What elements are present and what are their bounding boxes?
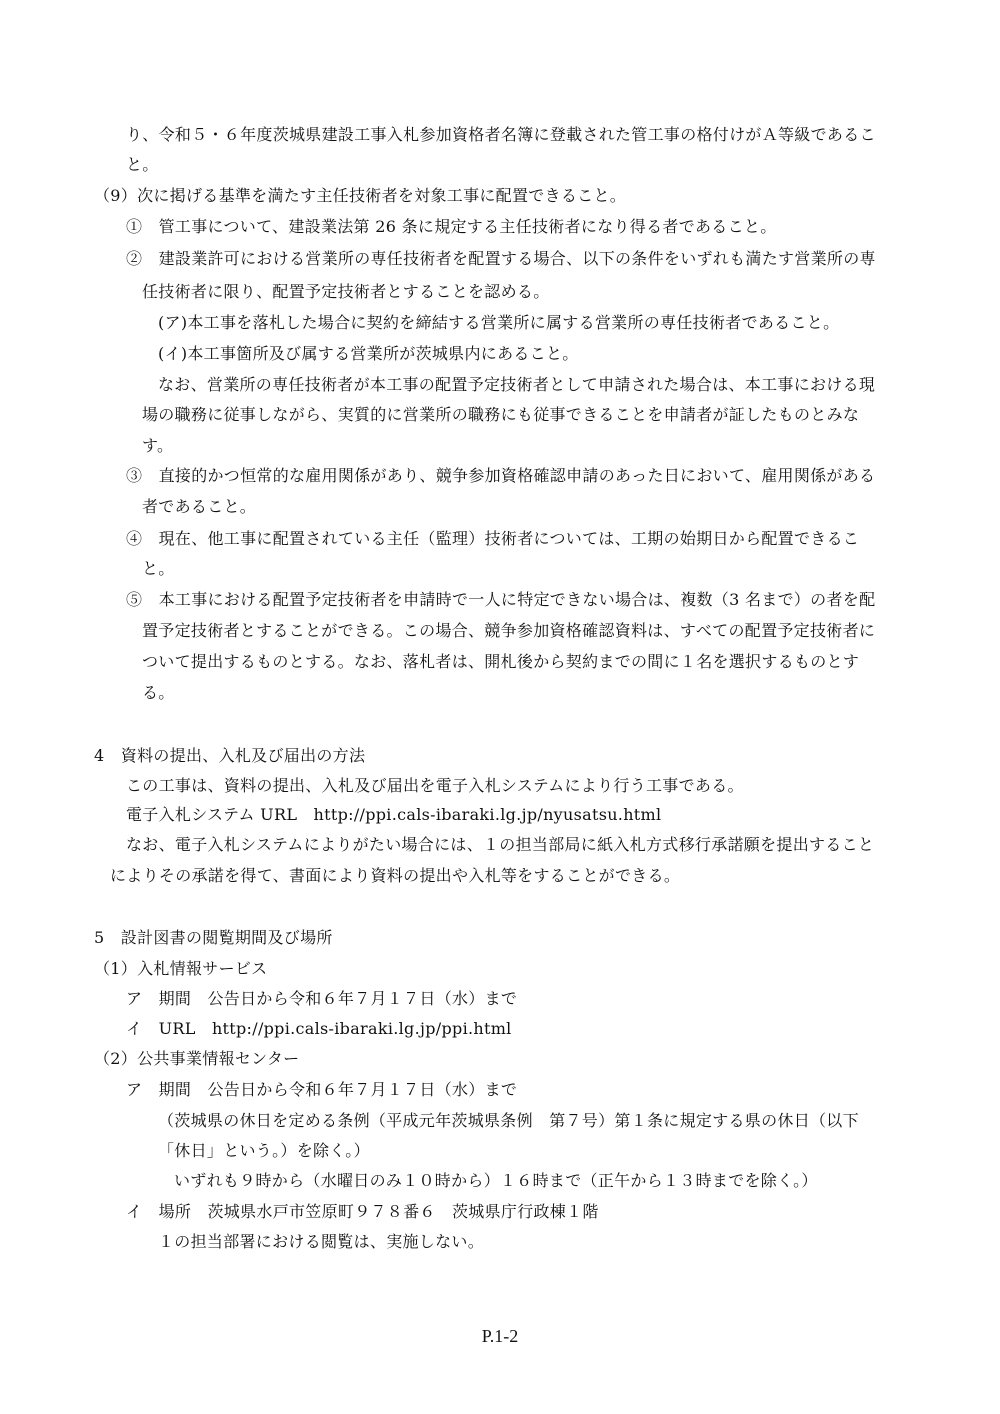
- item9-note-line-3: す。: [142, 436, 174, 455]
- item9-note-line-2: 場の職務に従事しながら、実質的に営業所の職務にも従事できることを申請者が証したものとみな: [142, 405, 860, 424]
- section5-sub2-hours: いずれも９時から（水曜日のみ１０時から）１６時まで（正午から１３時までを除く。）: [174, 1171, 818, 1190]
- item9-circled-5-line-2: 置予定技術者とすることができる。この場合、競争参加資格確認資料は、すべての配置予定技術者に: [142, 621, 876, 640]
- item8-continuation-line-1: り、令和５・６年度茨城県建設工事入札参加資格者名簿に登載された管工事の格付けがＡ等級であるこ: [126, 125, 876, 144]
- section4-url-line: 電子入札システム URL http://ppi.cals-ibaraki.lg.jp/nyusatsu.html: [126, 805, 662, 824]
- item9-circled-3-line-1: ③ 直接的かつ恒常的な雇用関係があり、競争参加資格確認申請のあった日において、雇用関係がある: [126, 466, 876, 485]
- item9-condition-i: (イ)本工事箇所及び属する営業所が茨城県内にあること。: [158, 344, 579, 363]
- item9-circled-5-line-4: る。: [142, 683, 175, 702]
- section5-sub2-heading: （2）公共事業情報センター: [94, 1049, 300, 1068]
- section5-sub1-url: イ URL http://ppi.cals-ibaraki.lg.jp/ppi.html: [126, 1019, 512, 1038]
- item9-circled-2-line-2: 任技術者に限り、配置予定技術者とすることを認める。: [142, 282, 550, 301]
- item9-condition-a: (ア)本工事を落札した場合に契約を締結する営業所に属する営業所の専任技術者であること。: [158, 313, 840, 332]
- item9-circled-4-line-1: ④ 現在、他工事に配置されている主任（監理）技術者については、工期の始期日から配置できるこ: [126, 529, 860, 548]
- item9-circled-4-line-2: と。: [142, 559, 175, 578]
- section5-heading: 5 設計図書の閲覧期間及び場所: [94, 928, 333, 947]
- item9-note-line-1: なお、営業所の専任技術者が本工事の配置予定技術者として申請された場合は、本工事における現: [158, 375, 876, 394]
- section5-sub2-note-line-1: （茨城県の休日を定める条例（平成元年茨城県条例 第７号）第１条に規定する県の休日（以下: [158, 1111, 859, 1130]
- section5-sub2-location-note: １の担当部署における閲覧は、実施しない。: [158, 1232, 485, 1251]
- section5-sub1-heading: （1）入札情報サービス: [94, 959, 268, 978]
- item9-circled-5-line-1: ⑤ 本工事における配置予定技術者を申請時で一人に特定できない場合は、複数（3 名まで）の者を配: [126, 590, 876, 609]
- page-number: P.1-2: [481, 1326, 519, 1346]
- section5-sub2-location: イ 場所 茨城県水戸市笠原町９７８番６ 茨城県庁行政棟１階: [126, 1202, 599, 1221]
- section4-paragraph-2-line-1: なお、電子入札システムによりがたい場合には、１の担当部局に紙入札方式移行承諾願を提出すること: [126, 835, 875, 854]
- item9-circled-2-line-1: ② 建設業許可における営業所の専任技術者を配置する場合、以下の条件をいずれも満たす営業所の専: [126, 249, 876, 268]
- item9-circled-5-line-3: ついて提出するものとする。なお、落札者は、開札後から契約までの間に１名を選択するものとす: [142, 652, 860, 671]
- section4-paragraph-2-line-2: によりその承諾を得て、書面により資料の提出や入札等をすることができる。: [110, 866, 681, 885]
- section5-sub1-period: ア 期間 公告日から令和６年７月１７日（水）まで: [126, 989, 518, 1008]
- item8-continuation-line-2: と。: [126, 155, 159, 174]
- section4-paragraph-1: この工事は、資料の提出、入札及び届出を電子入札システムにより行う工事である。: [126, 776, 744, 795]
- section5-sub2-note-line-2: 「休日」という。）を除く。）: [158, 1141, 370, 1160]
- section5-sub2-period: ア 期間 公告日から令和６年７月１７日（水）まで: [126, 1080, 518, 1099]
- item9-circled-3-line-2: 者であること。: [142, 497, 257, 516]
- item9-heading: （9）次に掲げる基準を満たす主任技術者を対象工事に配置できること。: [94, 186, 627, 205]
- item9-circled-1: ① 管工事について、建設業法第 26 条に規定する主任技術者になり得る者であること。: [126, 217, 777, 236]
- section4-heading: 4 資料の提出、入札及び届出の方法: [94, 746, 366, 765]
